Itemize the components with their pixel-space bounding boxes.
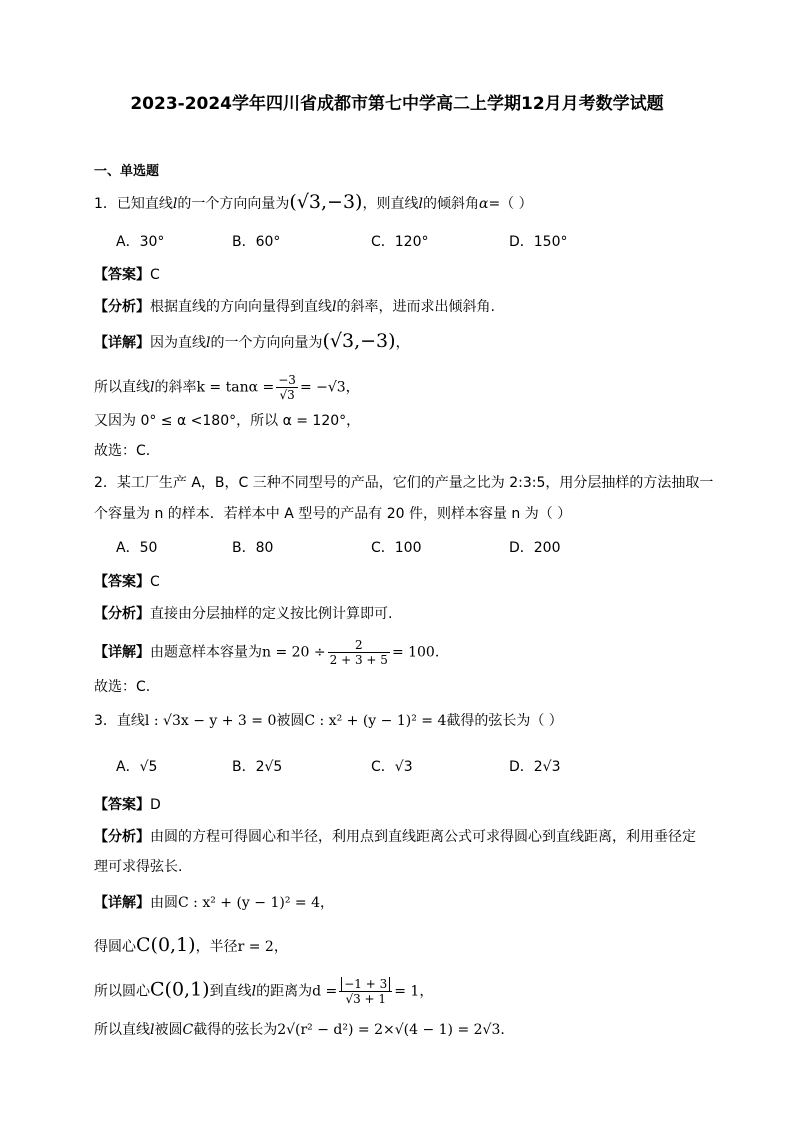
q3-option-a: A．√5 [116, 759, 158, 775]
q1-option-b: B．60° [232, 234, 281, 250]
page-title: 2023-2024学年四川省成都市第七中学高二上学期12月月考数学试题 [130, 94, 664, 114]
q2-answer: 【答案】C [94, 574, 160, 590]
q1-answer: 【答案】C [94, 267, 160, 283]
q3-option-d: D．2√3 [509, 759, 561, 775]
q2-stem-line1: 2．某工厂生产 A，B，C 三种不同型号的产品，它们的产量之比为 2:3:5，用分层抽样的方法抽取一 [94, 475, 714, 491]
q2-option-a: A．50 [116, 540, 158, 556]
q2-detail: 【详解】由题意样本容量为n = 20 ÷ $\frac{2}{2 + 3 + 5}$ = 100. [94, 638, 440, 667]
q2-stem-line2: 个容量为 n 的样本．若样本中 A 型号的产品有 20 件，则样本容量 n 为（ ） [94, 506, 572, 522]
q3-option-b: B．2√5 [232, 759, 283, 775]
q1-slope-fraction: $\frac{-3}{√3}$ [278, 373, 296, 402]
q3-distance-fraction: $\frac{-1 + 3}{√3 + 1}$ [339, 977, 392, 1006]
q2-option-d: D．200 [509, 540, 561, 556]
q1-option-a: A．30° [116, 234, 165, 250]
section-heading: 一、单选题 [94, 164, 160, 179]
q1-detail: 【详解】因为直线l的一个方向向量为(√3,−3)， [94, 330, 410, 352]
q2-analysis: 【分析】直接由分层抽样的定义按比例计算即可. [94, 606, 393, 622]
q3-distance-line: 所以圆心C(0,1)到直线l的距离为d = $\frac{-1 + 3}{√3 + 1}$ = 1， [94, 977, 434, 1006]
q1-conclusion: 故选：C. [94, 443, 151, 459]
q3-stem: 3．直线l : √3x − y + 3 = 0被圆C : x² + (y − 1)² = 4截得的弦长为（ ） [94, 713, 563, 729]
q2-conclusion: 故选：C. [94, 679, 151, 695]
q1-analysis: 【分析】根据直线的方向向量得到直线l的斜率，进而求出倾斜角. [94, 299, 495, 315]
q1-stem: 1．已知直线l的一个方向向量为(√3,−3)，则直线l的倾斜角α=（ ） [94, 191, 533, 213]
q2-fraction: $\frac{2}{2 + 3 + 5}$ [329, 638, 388, 667]
q3-analysis-line2: 理可求得弦长. [94, 859, 183, 875]
q3-answer: 【答案】D [94, 797, 161, 813]
q1-option-c: C．120° [371, 234, 429, 250]
q2-option-b: B．80 [232, 540, 274, 556]
q1-angle-line: 又因为 0° ≤ α <180°，所以 α = 120°， [94, 413, 361, 429]
q3-center-line: 得圆心C(0,1)，半径r = 2， [94, 934, 288, 956]
q1-option-d: D．150° [509, 234, 568, 250]
q2-option-c: C．100 [371, 540, 422, 556]
q3-analysis-line1: 【分析】由圆的方程可得圆心和半径，利用点到直线距离公式可求得圆心到直线距离，利用垂径定 [94, 829, 696, 845]
q3-chord-line: 所以直线l被圆C截得的弦长为2√(r² − d²) = 2×√(4 − 1) = 2√3. [94, 1022, 505, 1038]
q1-slope-line: 所以直线l的斜率k = tanα = $\frac{-3}{√3}$ = −√3， [94, 373, 360, 402]
q3-detail: 【详解】由圆C : x² + (y − 1)² = 4， [94, 895, 334, 911]
q3-option-c: C．√3 [371, 759, 413, 775]
